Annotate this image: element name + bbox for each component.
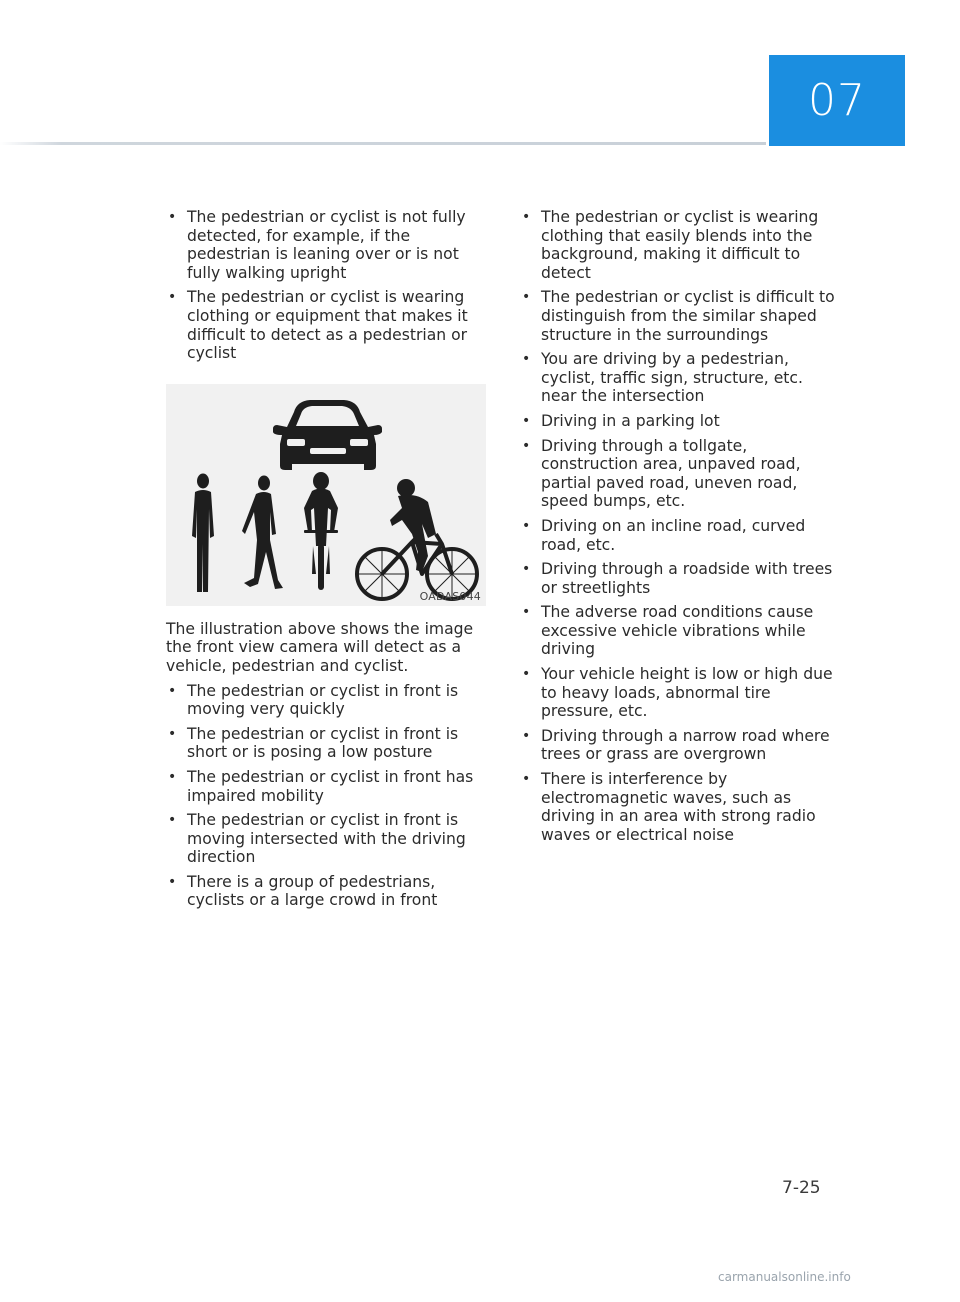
left-bullets-bottom: [166, 682, 488, 911]
left-bullets-top: [166, 208, 488, 363]
list-item: • The pedestrian or cyclist in front is moving very quickly: [166, 682, 488, 719]
car-silhouette: [273, 400, 382, 470]
page-number: 7-25: [782, 1178, 821, 1198]
detection-illustration: [166, 384, 486, 606]
right-column: [520, 208, 842, 850]
pedestrian-walking-silhouette: [242, 475, 283, 589]
cyclist-front-silhouette: [304, 472, 338, 590]
header-rule: [0, 142, 766, 145]
figure-caption: OADAS044: [419, 589, 481, 603]
list-item: • Your vehicle height is low or high due to heavy loads, abnormal tire pressure, etc.: [520, 665, 842, 721]
chapter-number: 07: [808, 75, 866, 126]
list-item: • You are driving by a pedestrian, cyclist, traffic sign, structure, etc. near the intersection: [520, 350, 842, 406]
list-item: • The pedestrian or cyclist is not fully detected, for example, if the pedestrian is leaning over or is not fully walking upright: [166, 208, 488, 282]
cyclist-side-silhouette: [357, 479, 477, 599]
list-item: • Driving on an incline road, curved road, etc.: [520, 517, 842, 554]
list-item: • The pedestrian or cyclist in front has impaired mobility: [166, 768, 488, 805]
left-column: [166, 208, 488, 916]
list-item: • Driving in a parking lot: [520, 412, 842, 431]
chapter-tab: [769, 55, 905, 146]
list-item: • There is interference by electromagnetic waves, such as driving in an area with strong radio waves or electrical noise: [520, 770, 842, 844]
list-item: • Driving through a tollgate, construction area, unpaved road, partial paved road, uneven road, speed bumps, etc.: [520, 437, 842, 511]
list-item: • The pedestrian or cyclist in front is short or is posing a low posture: [166, 725, 488, 762]
right-bullets: [520, 208, 842, 844]
list-item: • The pedestrian or cyclist in front is moving intersected with the driving direction: [166, 811, 488, 867]
figure-description: The illustration above shows the image the front view camera will detect as a vehicle, pedestrian and cyclist.: [166, 619, 474, 675]
pedestrian-standing-silhouette: [192, 473, 214, 592]
watermark-link[interactable]: carmanualsonline.info: [718, 1270, 851, 1284]
list-item: • The pedestrian or cyclist is wearing clothing that easily blends into the background, making it difficult to detect: [520, 208, 842, 282]
list-item: • The pedestrian or cyclist is wearing clothing or equipment that makes it difficult to detect as a pedestrian or cyclist: [166, 288, 488, 362]
list-item: • The adverse road conditions cause excessive vehicle vibrations while driving: [520, 603, 842, 659]
list-item: • There is a group of pedestrians, cyclists or a large crowd in front: [166, 873, 488, 910]
list-item: • Driving through a narrow road where trees or grass are overgrown: [520, 727, 842, 764]
silhouettes-graphic: [166, 384, 486, 606]
list-item: • Driving through a roadside with trees or streetlights: [520, 560, 842, 597]
list-item: • The pedestrian or cyclist is difficult to distinguish from the similar shaped structure in the surroundings: [520, 288, 842, 344]
